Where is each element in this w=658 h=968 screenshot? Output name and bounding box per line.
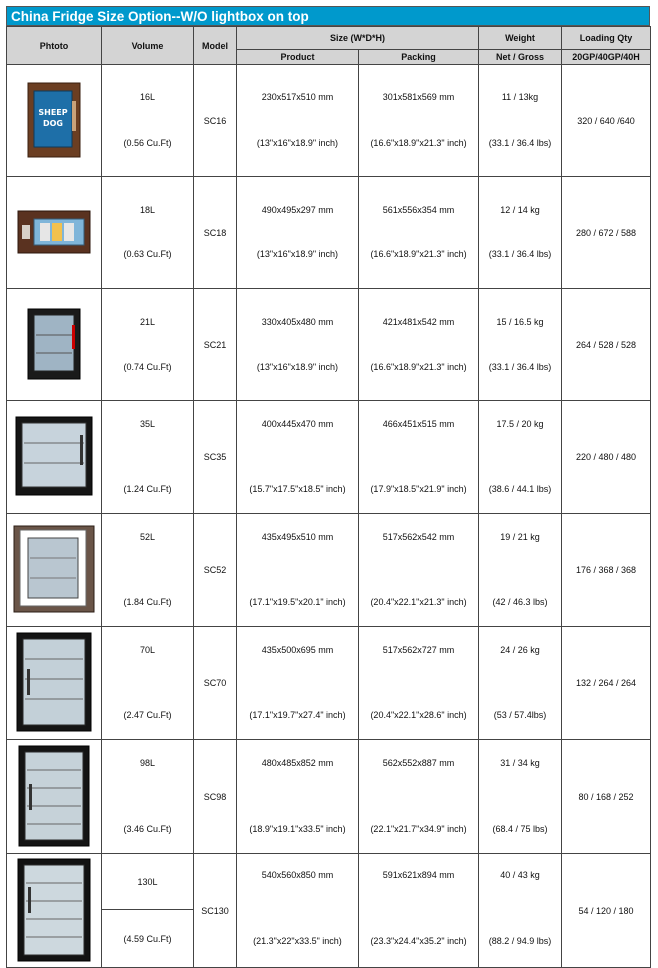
- svg-text:SHEEP: SHEEP: [38, 107, 68, 117]
- volume-cuft: (4.59 Cu.Ft): [102, 910, 194, 968]
- volume-liters: 52L: [139, 532, 156, 542]
- table-row: [7, 177, 651, 289]
- loading-qty: 220 / 480 / 480: [562, 401, 651, 514]
- table-row: [7, 514, 651, 627]
- packing-size-mm: 562x552x887 mm: [382, 758, 455, 768]
- table-row: [7, 289, 651, 401]
- weight-kg: 17.5 / 20 kg: [496, 419, 544, 429]
- packing-size-mm: 517x562x727 mm: [382, 645, 455, 655]
- packing-size-mm: 301x581x569 mm: [382, 92, 455, 102]
- volume-liters: 18L: [139, 205, 156, 215]
- weight-kg: 31 / 34 kg: [500, 758, 540, 768]
- weight-lbs: (33.1 / 36.4 lbs): [488, 361, 552, 372]
- volume-cuft: (1.84 Cu.Ft): [123, 597, 172, 607]
- loading-qty: 54 / 120 / 180: [562, 854, 651, 968]
- fridge-sc70-photo: [15, 631, 93, 733]
- packing-size-mm: 591x621x894 mm: [382, 870, 455, 880]
- header-weight: Weight: [479, 27, 562, 50]
- model-cell: SC35: [194, 401, 237, 514]
- weight-kg: 40 / 43 kg: [500, 870, 540, 880]
- product-size-mm: 435x500x695 mm: [261, 645, 334, 655]
- product-size-inch: (13"x16"x18.9" inch): [256, 249, 339, 259]
- volume-liters: 130L: [102, 854, 194, 910]
- product-size-inch: (13"x16"x18.9" inch): [256, 361, 339, 372]
- loading-qty: 132 / 264 / 264: [562, 627, 651, 740]
- packing-size-mm: 421x481x542 mm: [382, 316, 455, 327]
- header-packing: Packing: [359, 50, 479, 65]
- weight-kg: 12 / 14 kg: [500, 205, 540, 215]
- volume-liters: 35L: [139, 419, 156, 429]
- volume-cuft: (2.47 Cu.Ft): [123, 710, 172, 720]
- product-size-inch: (17.1"x19.7"x27.4" inch): [249, 710, 346, 720]
- product-size-mm: 435x495x510 mm: [261, 532, 334, 542]
- volume-cuft: (3.46 Cu.Ft): [123, 824, 172, 834]
- weight-lbs: (53 / 57.4lbs): [493, 710, 547, 720]
- packing-size-inch: (22.1"x21.7"x34.9" inch): [370, 824, 467, 834]
- packing-size-inch: (20.4"x22.1"x28.6" inch): [370, 710, 467, 720]
- model-cell: SC98: [194, 740, 237, 854]
- sheet-title: China Fridge Size Option--W/O lightbox on top: [6, 6, 650, 26]
- header-product: Product: [237, 50, 359, 65]
- model-cell: SC130: [194, 854, 237, 968]
- weight-lbs: (38.6 / 44.1 lbs): [488, 484, 552, 494]
- packing-size-mm: 561x556x354 mm: [382, 205, 455, 215]
- weight-kg: 15 / 16.5 kg: [496, 316, 544, 327]
- model-cell: SC70: [194, 627, 237, 740]
- loading-qty: 320 / 640 /640: [562, 65, 651, 177]
- fridge-sc35-photo: [14, 415, 94, 497]
- photo-cell: [7, 177, 102, 289]
- photo-cell: [7, 627, 102, 740]
- packing-size-mm: 466x451x515 mm: [382, 419, 455, 429]
- volume-liters: 21L: [139, 316, 156, 327]
- product-size-mm: 490x495x297 mm: [261, 205, 334, 215]
- packing-size-inch: (16.6"x18.9"x21.3" inch): [370, 361, 467, 372]
- photo-cell: [7, 289, 102, 401]
- photo-cell: [7, 65, 102, 177]
- volume-cuft: (0.74 Cu.Ft): [123, 361, 172, 372]
- volume-liters: 98L: [139, 758, 156, 768]
- fridge-size-table: [6, 26, 651, 968]
- product-size-inch: (21.3"x22"x33.5" inch): [253, 936, 342, 946]
- packing-size-inch: (16.6"x18.9"x21.3" inch): [370, 249, 467, 259]
- header-model: Model: [194, 27, 237, 65]
- header-volume: Volume: [102, 27, 194, 65]
- photo-cell: [7, 514, 102, 627]
- weight-lbs: (33.1 / 36.4 lbs): [488, 249, 552, 259]
- fridge-sc16-photo: [24, 81, 84, 159]
- header-containers: 20GP/40GP/40H: [562, 50, 651, 65]
- weight-lbs: (68.4 / 75 lbs): [492, 824, 548, 834]
- product-size-mm: 230x517x510 mm: [261, 92, 334, 102]
- packing-size-inch: (23.3"x24.4"x35.2" inch): [370, 936, 467, 946]
- model-cell: SC18: [194, 177, 237, 289]
- table-row: [7, 627, 651, 740]
- photo-cell: [7, 740, 102, 854]
- product-size-inch: (13"x16"x18.9" inch): [256, 138, 339, 148]
- packing-size-inch: (16.6"x18.9"x21.3" inch): [370, 138, 467, 148]
- table-row: [7, 854, 651, 910]
- table-row: [7, 401, 651, 514]
- product-size-inch: (15.7"x17.5"x18.5" inch): [249, 484, 346, 494]
- volume-cuft: (0.56 Cu.Ft): [123, 138, 172, 148]
- volume-cuft: (1.24 Cu.Ft): [123, 484, 172, 494]
- packing-size-inch: (17.9"x18.5"x21.9" inch): [370, 484, 467, 494]
- model-cell: SC21: [194, 289, 237, 401]
- volume-liters: 70L: [139, 645, 156, 655]
- weight-kg: 24 / 26 kg: [500, 645, 540, 655]
- loading-qty: 176 / 368 / 368: [562, 514, 651, 627]
- loading-qty: 280 / 672 / 588: [562, 177, 651, 289]
- product-size-mm: 540x560x850 mm: [261, 870, 334, 880]
- product-size-mm: 480x485x852 mm: [261, 758, 334, 768]
- volume-liters: 16L: [139, 92, 156, 102]
- model-cell: SC52: [194, 514, 237, 627]
- fridge-sc52-photo: [12, 524, 96, 614]
- weight-lbs: (42 / 46.3 lbs): [492, 597, 548, 607]
- weight-lbs: (33.1 / 36.4 lbs): [488, 138, 552, 148]
- product-size-mm: 330x405x480 mm: [261, 316, 334, 327]
- packing-size-mm: 517x562x542 mm: [382, 532, 455, 542]
- svg-text:DOG: DOG: [42, 118, 64, 128]
- fridge-sc21-photo: [24, 307, 84, 381]
- table-row: [7, 65, 651, 177]
- fridge-sc98-photo: [17, 744, 91, 848]
- loading-qty: 264 / 528 / 528: [562, 289, 651, 401]
- product-size-inch: (18.9"x19.1"x33.5" inch): [249, 824, 346, 834]
- weight-kg: 19 / 21 kg: [500, 532, 540, 542]
- fridge-sc130-photo: [16, 857, 92, 963]
- header-size: Size (W*D*H): [237, 27, 479, 50]
- photo-cell: [7, 854, 102, 968]
- volume-cuft: (0.63 Cu.Ft): [123, 249, 172, 259]
- fridge-sc18-photo: [16, 209, 92, 255]
- header-net-gross: Net / Gross: [479, 50, 562, 65]
- model-cell: SC16: [194, 65, 237, 177]
- packing-size-inch: (20.4"x22.1"x21.3" inch): [370, 597, 467, 607]
- photo-cell: [7, 401, 102, 514]
- table-row: [7, 740, 651, 854]
- loading-qty: 80 / 168 / 252: [562, 740, 651, 854]
- header-loading: Loading Qty: [562, 27, 651, 50]
- product-size-inch: (17.1"x19.5"x20.1" inch): [249, 597, 346, 607]
- weight-lbs: (88.2 / 94.9 lbs): [488, 936, 552, 946]
- header-photo: Phtoto: [7, 27, 102, 65]
- weight-kg: 11 / 13kg: [501, 92, 539, 102]
- product-size-mm: 400x445x470 mm: [261, 419, 334, 429]
